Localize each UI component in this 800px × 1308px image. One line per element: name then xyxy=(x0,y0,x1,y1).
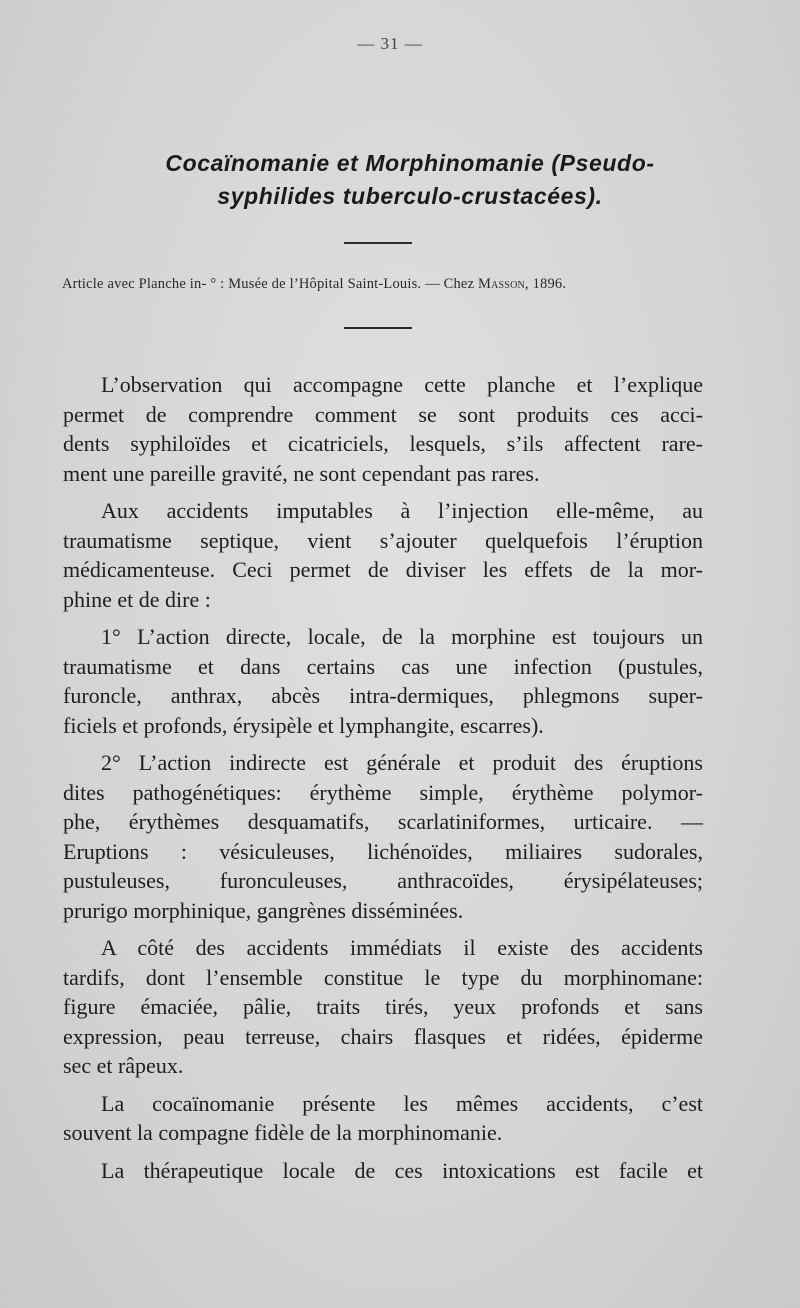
paragraph-line: ment une pareille gravité, ne sont cependant pas rares. xyxy=(63,460,540,486)
paragraph-line: dents syphiloïdes et cicatriciels, lesquels, s’ils affectent rare- xyxy=(63,431,703,456)
paragraph-line: médicamenteuse. Ceci permet de diviser les effets de la mor- xyxy=(63,557,703,582)
paragraph-line: phine et de dire : xyxy=(63,586,211,612)
paragraph-line: phe, érythèmes desquamatifs, scarlatiniformes, urticaire. — xyxy=(63,809,703,834)
paragraph-line: pustuleuses, furonculeuses, anthracoïdes, érysipélateuses; xyxy=(63,868,703,893)
paragraph-line: La cocaïnomanie présente les mêmes accidents, c’est xyxy=(101,1090,703,1116)
body-text xyxy=(63,370,703,1193)
paragraph-line: La thérapeutique locale de ces intoxications est facile et xyxy=(101,1157,703,1183)
paragraph xyxy=(63,748,703,925)
paragraph xyxy=(63,1089,703,1148)
paragraph-line: L’observation qui accompagne cette planche et l’explique xyxy=(101,372,703,397)
paragraph-line: sec et râpeux. xyxy=(63,1053,184,1078)
citation-suffix: , 1896. xyxy=(524,276,567,292)
citation-line xyxy=(62,276,742,293)
paragraph xyxy=(63,933,703,1081)
paragraph-line: ficiels et profonds, érysipèle et lymphangite, escarres). xyxy=(63,712,544,738)
paragraph-line: 1° L’action directe, locale, de la morphine est toujours un xyxy=(101,624,703,649)
paragraph-line: traumatisme septique, vient s’ajouter quelquefois l’éruption xyxy=(63,527,703,553)
separator-rule-bottom xyxy=(344,327,412,329)
paragraph-line: figure émaciée, pâlie, traits tirés, yeux profonds et sans xyxy=(63,994,703,1019)
paragraph-line: souvent la compagne fidèle de la morphinomanie. xyxy=(63,1120,503,1145)
page-number: — 31 — xyxy=(357,34,423,53)
paragraph xyxy=(63,370,703,488)
paragraph-line: Aux accidents imputables à l’injection elle-même, au xyxy=(101,498,703,523)
paragraph-line: 2° L’action indirecte est générale et produit des éruptions xyxy=(101,750,703,775)
separator-rule-top xyxy=(344,242,412,244)
article-title-line-2: syphilides tuberculo-crustacées). xyxy=(217,183,603,209)
paragraph-line: traumatisme et dans certains cas une infection (pustules, xyxy=(63,653,703,679)
paragraph-line: Eruptions : vésiculeuses, lichénoïdes, miliaires sudorales, xyxy=(63,838,703,864)
article-title-line-1: Cocaïnomanie et Morphinomanie (Pseudo- xyxy=(165,150,655,176)
paragraph-line: tardifs, dont l’ensemble constitue le type du morphinomane: xyxy=(63,964,703,990)
paragraph xyxy=(63,1156,703,1186)
paragraph-line: expression, peau terreuse, chairs flasques et ridées, épiderme xyxy=(63,1023,703,1049)
paragraph-line: A côté des accidents immédiats il existe des accidents xyxy=(101,935,703,960)
paragraph-line: prurigo morphinique, gangrènes disséminées. xyxy=(63,897,464,923)
paragraph xyxy=(63,496,703,614)
citation-prefix: Article avec Planche in- ° : Musée de l’Hôpital Saint-Louis. — Chez xyxy=(62,276,479,292)
citation-publisher: Masson xyxy=(478,276,525,292)
paragraph-line: permet de comprendre comment se sont produits ces acci- xyxy=(63,401,703,427)
paragraph-line: dites pathogénétiques: érythème simple, érythème polymor- xyxy=(63,779,703,805)
article-title xyxy=(60,147,760,213)
paragraph xyxy=(63,622,703,740)
paragraph-line: furoncle, anthrax, abcès intra-dermiques, phlegmons super- xyxy=(63,683,703,708)
